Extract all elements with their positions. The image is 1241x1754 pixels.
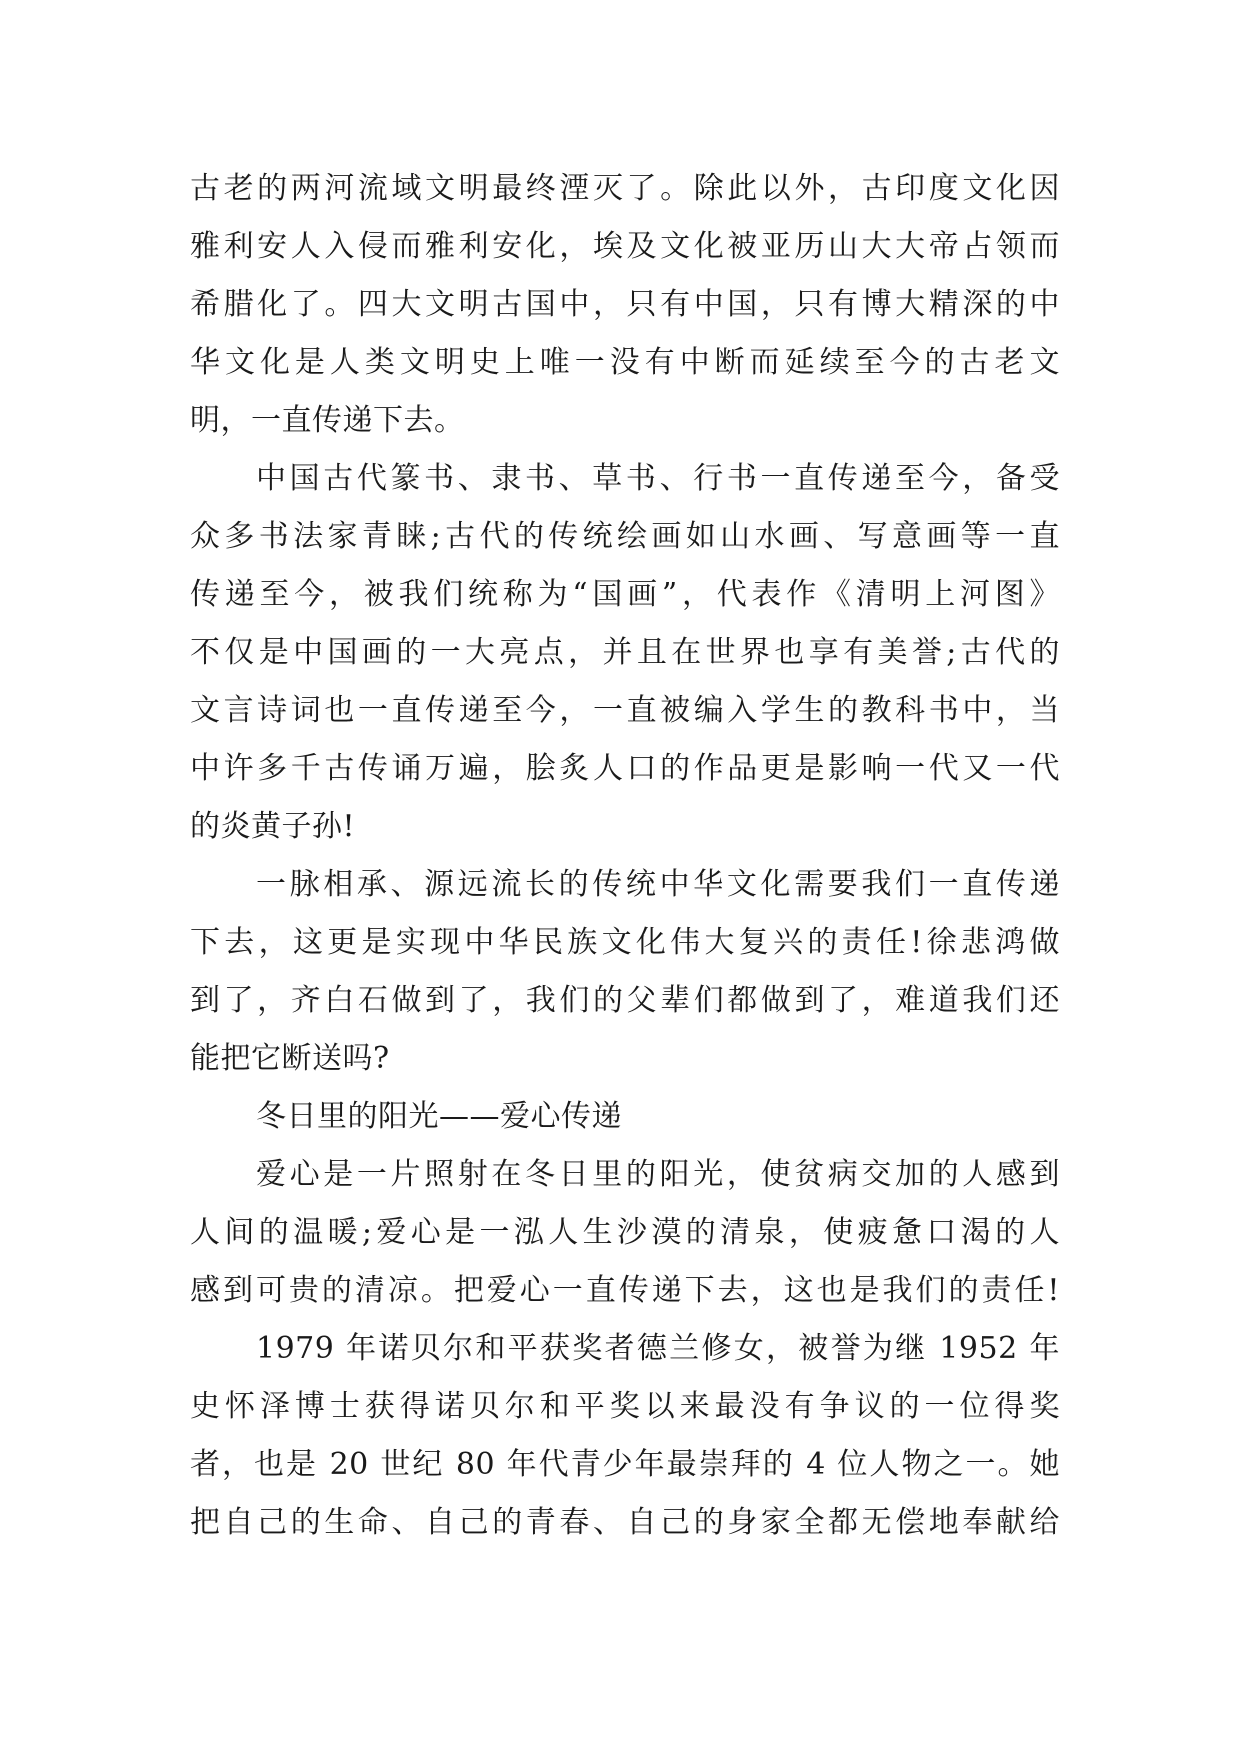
text-line: 华文化是人类文明史上唯一没有中断而延续至今的古老文 [190, 345, 1060, 380]
text-line: 中许多千古传诵万遍，脍炙人口的作品更是影响一代又一代 [190, 751, 1060, 786]
paragraph-1 [190, 160, 1060, 450]
text-line: 传递至今，被我们统称为“国画”，代表作《清明上河图》 [190, 577, 1060, 612]
text-line: 到了，齐白石做到了，我们的父辈们都做到了，难道我们还 [190, 983, 1060, 1018]
text-line: 爱心是一片照射在冬日里的阳光，使贫病交加的人感到 [256, 1157, 1060, 1192]
text-line: 古老的两河流域文明最终湮灭了。除此以外，古印度文化因 [190, 171, 1060, 206]
text-line: 明，一直传递下去。 [190, 403, 465, 438]
section-heading [190, 1088, 1060, 1146]
paragraph-6 [190, 1320, 1060, 1552]
paragraph-5 [190, 1146, 1060, 1320]
text-line: 把自己的生命、自己的青春、自己的身家全都无偿地奉献给 [190, 1505, 1060, 1540]
text-line: 人间的温暖;爱心是一泓人生沙漠的清泉，使疲惫口渴的人 [190, 1215, 1060, 1250]
paragraph-3 [190, 856, 1060, 1088]
text-line: 下去，这更是实现中华民族文化伟大复兴的责任!徐悲鸿做 [190, 925, 1060, 960]
text-line: 1979 年诺贝尔和平获奖者德兰修女，被誉为继 1952 年 [256, 1331, 1060, 1366]
paragraph-2 [190, 450, 1060, 856]
text-line: 感到可贵的清凉。把爱心一直传递下去，这也是我们的责任! [190, 1273, 1060, 1308]
document-body [190, 160, 1060, 1552]
text-line: 不仅是中国画的一大亮点，并且在世界也享有美誉;古代的 [190, 635, 1060, 670]
text-line: 希腊化了。四大文明古国中，只有中国，只有博大精深的中 [190, 287, 1060, 322]
text-line: 的炎黄子孙! [190, 809, 356, 844]
text-line: 文言诗词也一直传递至今，一直被编入学生的教科书中，当 [190, 693, 1060, 728]
text-line: 一脉相承、源远流长的传统中华文化需要我们一直传递 [256, 867, 1060, 902]
text-line: 史怀泽博士获得诺贝尔和平奖以来最没有争议的一位得奖 [190, 1389, 1060, 1424]
heading-text: 冬日里的阳光——爱心传递 [256, 1099, 622, 1134]
text-line: 雅利安人入侵而雅利安化，埃及文化被亚历山大大帝占领而 [190, 229, 1060, 264]
text-line: 众多书法家青睐;古代的传统绘画如山水画、写意画等一直 [190, 519, 1060, 554]
text-line: 者，也是 20 世纪 80 年代青少年最崇拜的 4 位人物之一。她 [190, 1447, 1060, 1482]
text-line: 中国古代篆书、隶书、草书、行书一直传递至今，备受 [256, 461, 1060, 496]
text-line: 能把它断送吗? [190, 1041, 390, 1076]
